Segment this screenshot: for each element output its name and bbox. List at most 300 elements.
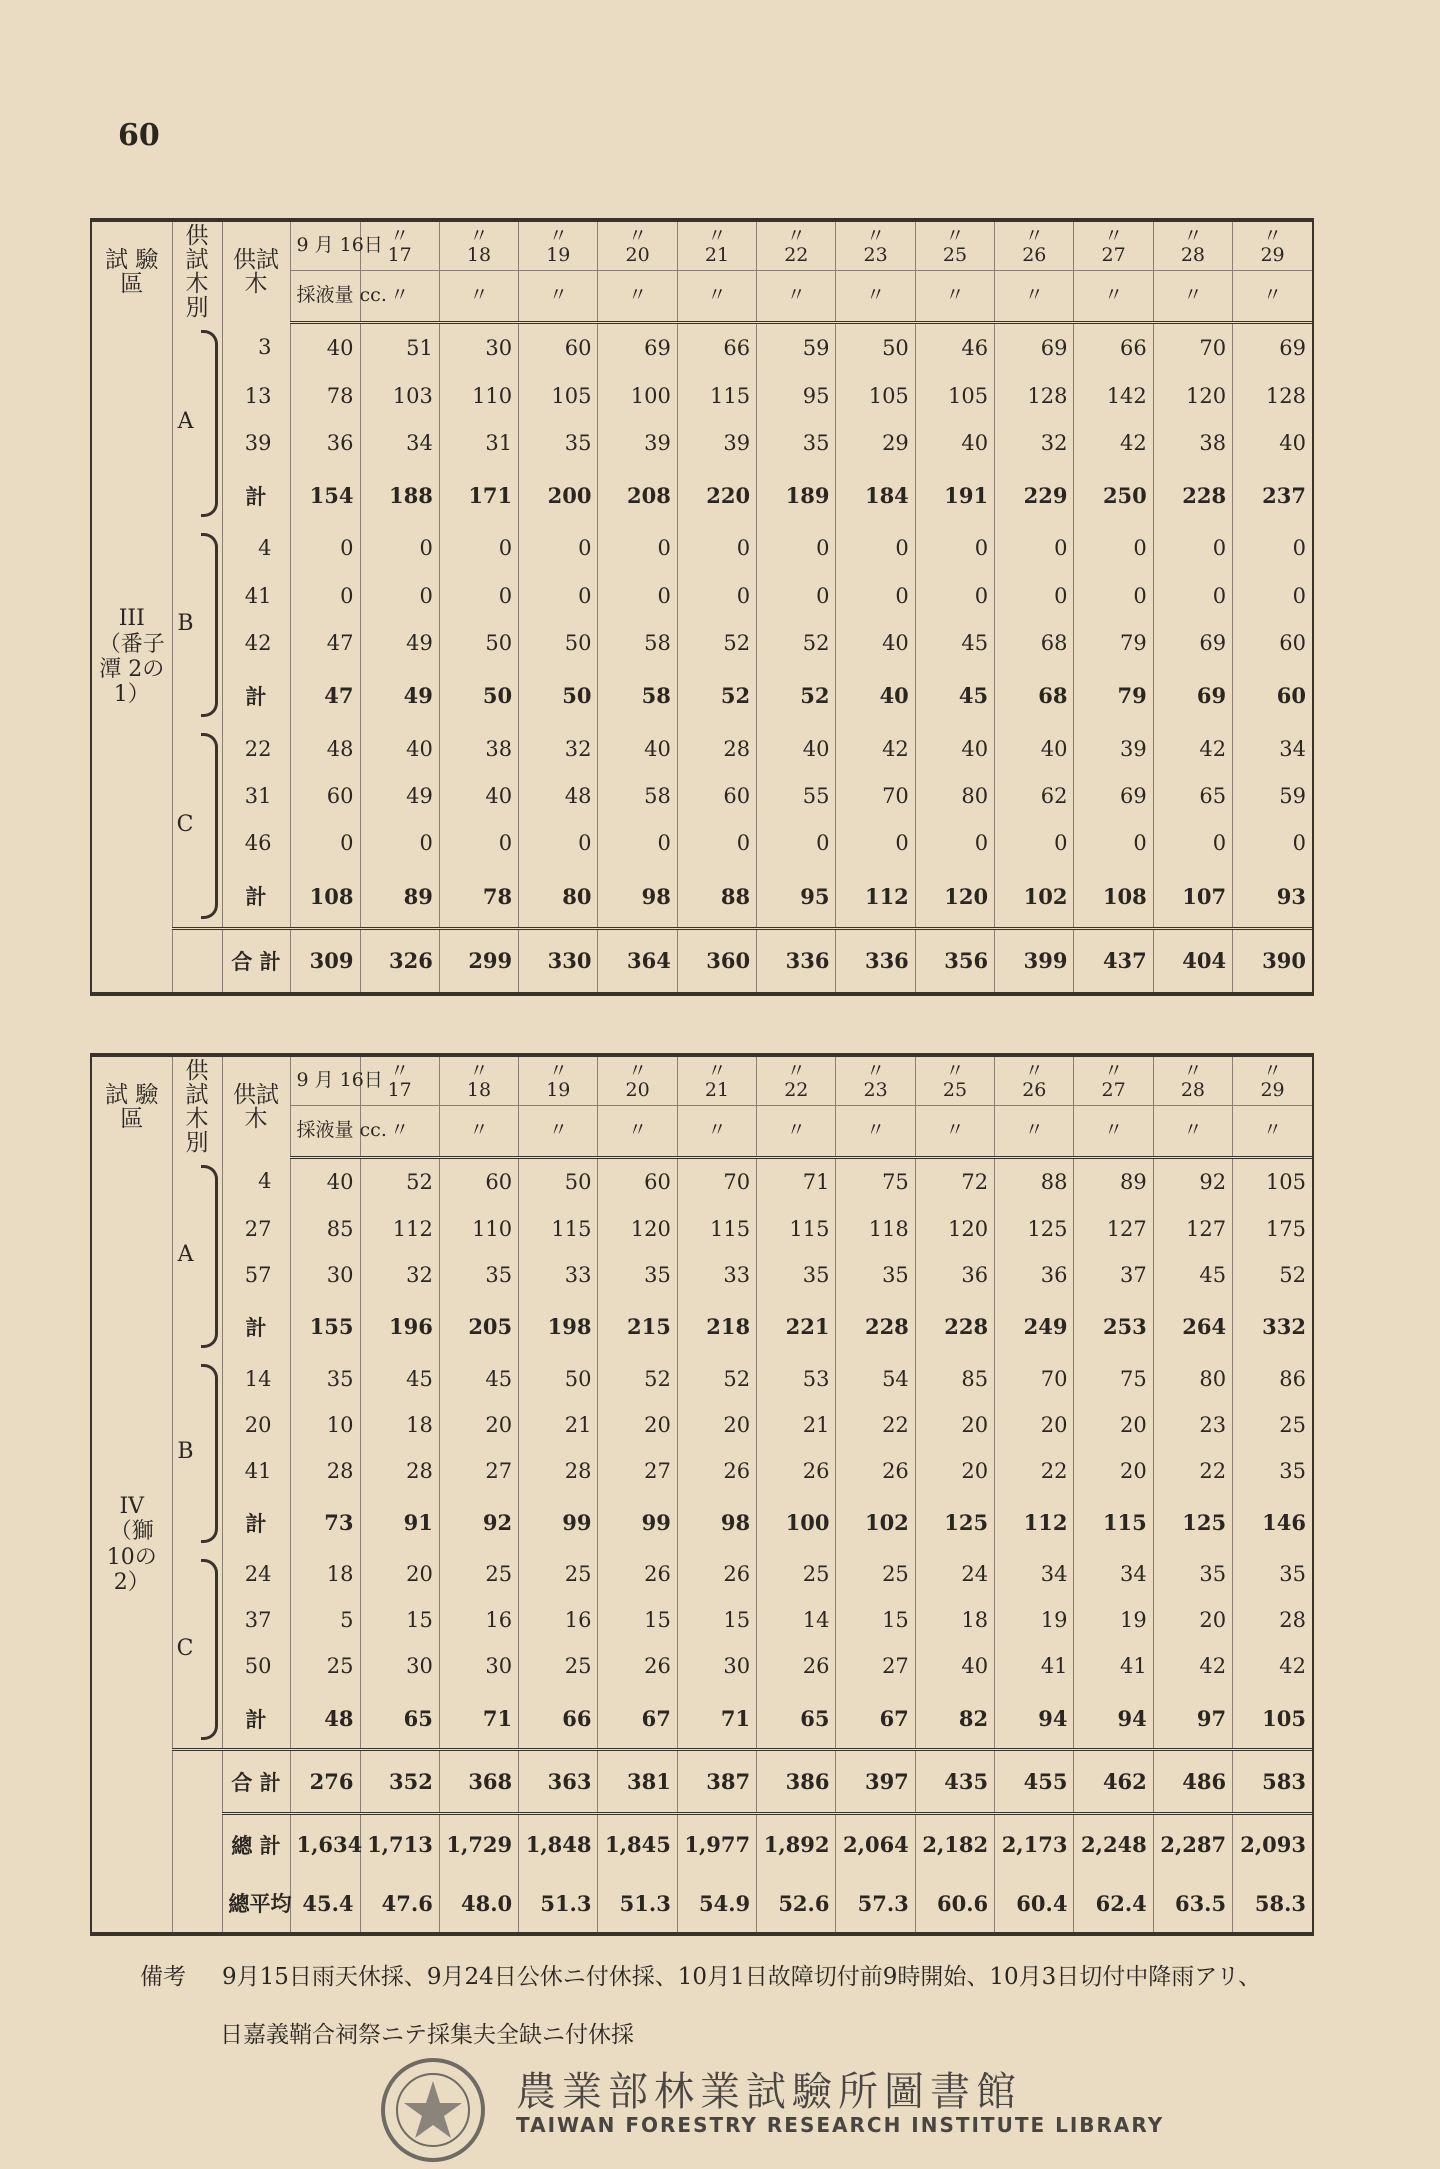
header-date [757,222,836,270]
value-cell: 0 [995,572,1074,619]
value-cell: 26 [757,1643,836,1689]
group-blank-cell [172,1750,222,1932]
header-date-number: 29 [1260,243,1285,266]
ditto-mark: 〃 [836,270,915,322]
grand-total-cell: 2,287 [1153,1814,1232,1874]
area-label: IV （獅 10の2） [92,1157,172,1932]
value-cell: 60 [519,322,598,372]
value-cell: 0 [1074,525,1153,572]
value-cell: 29 [836,419,915,466]
value-cell: 45 [360,1356,439,1402]
header-date-number: 19 [546,243,571,266]
value-cell: 0 [519,525,598,572]
grand-average-cell: 60.4 [995,1874,1074,1932]
subtotal-cell: 40 [836,666,915,725]
header-date-number: 25 [942,1078,968,1101]
value-cell: 15 [677,1597,756,1643]
header-date [519,1057,598,1105]
header-date-number: 19 [546,1078,571,1101]
header-date-number: 29 [1260,1078,1285,1101]
group-cell [172,1157,222,1356]
value-cell: 16 [439,1597,518,1643]
value-cell: 40 [915,1643,994,1689]
value-cell: 45 [439,1356,518,1402]
header-date-number: 21 [704,1078,730,1101]
value-cell: 0 [757,572,836,619]
header-date [757,1057,836,1105]
value-cell: 120 [598,1206,677,1252]
header-date-number: 23 [863,243,888,266]
subtotal-cell: 188 [360,466,439,525]
value-cell: 68 [995,619,1074,666]
header-unit-first: 採液量 cc. [290,1105,360,1157]
group-label: C [176,1635,194,1661]
ditto-mark: 〃 [519,270,598,322]
header-date [439,1057,518,1105]
value-cell: 65 [1153,772,1232,819]
value-cell: 125 [995,1206,1074,1252]
group-cell [172,525,222,725]
tree-number: 14 [222,1356,290,1402]
value-cell: 0 [290,525,360,572]
value-cell: 34 [360,419,439,466]
ditto-mark: 〃 [915,270,994,322]
header-date [598,222,677,270]
value-cell: 31 [439,419,518,466]
brace-icon [201,1364,218,1544]
group-cell [172,322,222,525]
value-cell: 35 [519,419,598,466]
header-date-first: 9 月 16日 [290,1057,360,1105]
value-cell: 42 [1153,725,1232,772]
value-cell: 40 [360,725,439,772]
value-cell: 40 [836,619,915,666]
subtotal-cell: 229 [995,466,1074,525]
value-cell: 28 [1279,1608,1306,1633]
value-cell: 0 [360,525,439,572]
value-cell: 75 [836,1157,915,1206]
value-cell: 58 [598,619,677,666]
total-cell: 363 [519,1750,598,1814]
value-cell: 16 [519,1597,598,1643]
ditto-mark: 〃 [628,1059,648,1082]
subtotal-cell: 120 [915,866,994,928]
value-cell: 69 [1074,772,1153,819]
tree-number: 20 [222,1402,290,1448]
tree-number: 4 [222,525,290,572]
subtotal-cell: 47 [290,666,360,725]
ditto-mark: 〃 [469,224,489,247]
grand-average-cell: 60.6 [915,1874,994,1932]
value-cell: 0 [598,525,677,572]
value-cell: 20 [360,1551,439,1597]
total-label: 合 計 [222,928,290,992]
value-cell: 26 [757,1448,836,1494]
table-row [92,1252,1312,1298]
subtotal-cell: 67 [836,1689,915,1749]
value-cell: 60 [290,772,360,819]
ditto-mark: 〃 [786,224,806,247]
value-cell: 0 [360,572,439,619]
subtotal-cell: 97 [1153,1689,1232,1749]
value-cell: 21 [519,1402,598,1448]
table-row [92,1551,1312,1597]
value-cell: 21 [757,1402,836,1448]
subtotal-cell: 198 [519,1298,598,1356]
value-cell: 15 [598,1597,677,1643]
ditto-mark: 〃 [598,1105,677,1157]
subtotal-cell: 71 [677,1689,756,1749]
subtotal-cell: 92 [439,1494,518,1552]
header-date [915,222,994,270]
subtotal-label: 計 [222,1298,290,1356]
group-label: B [177,610,194,636]
header-date-number: 28 [1180,243,1206,266]
grand-total-cell: 1,634 [290,1814,360,1874]
subtotal-cell: 88 [677,866,756,928]
value-cell: 50 [439,619,518,666]
table-row [92,619,1312,666]
subtotal-cell: 205 [439,1298,518,1356]
grand-average-cell: 48.0 [439,1874,518,1932]
value-cell: 69 [1153,619,1232,666]
header-group: 供試 木別 [172,222,222,322]
ditto-mark: 〃 [866,224,886,247]
subtotal-row [92,666,1312,725]
subtotal-cell: 220 [677,466,756,525]
group-cell [172,1356,222,1552]
value-cell: 40 [915,419,994,466]
total-cell: 455 [995,1750,1074,1814]
value-cell: 55 [757,772,836,819]
header-row-dates [92,222,1312,270]
tree-number: 41 [222,1448,290,1494]
tree-number: 57 [222,1252,290,1298]
value-cell: 59 [757,322,836,372]
value-cell: 36 [995,1252,1074,1298]
ditto-mark: 〃 [1153,1105,1232,1157]
table-row [92,819,1312,866]
header-date-number: 26 [1022,1078,1047,1101]
value-cell: 35 [598,1252,677,1298]
total-cell: 360 [677,928,756,992]
total-cell: 386 [757,1750,836,1814]
value-cell: 0 [360,819,439,866]
header-area: 試 驗 區 [92,1057,172,1157]
value-cell: 30 [360,1643,439,1689]
value-cell: 86 [1279,1366,1306,1391]
subtotal-cell: 107 [1153,866,1232,928]
grand-average-cell: 47.6 [360,1874,439,1932]
total-cell: 437 [1074,928,1153,992]
ditto-mark: 〃 [677,270,756,322]
brace-icon [201,330,218,517]
value-cell: 26 [677,1448,756,1494]
value-cell: 5 [290,1597,360,1643]
value-cell: 69 [995,322,1074,372]
value-cell: 0 [1153,819,1232,866]
value-cell: 0 [598,819,677,866]
value-cell: 70 [1153,322,1232,372]
value-cell: 66 [677,322,756,372]
value-cell: 54 [836,1356,915,1402]
grand-total-cell: 1,729 [439,1814,518,1874]
total-cell: 352 [360,1750,439,1814]
data-table-iv [92,1057,1312,1932]
value-cell: 19 [995,1597,1074,1643]
value-cell: 39 [598,419,677,466]
value-cell: 70 [836,772,915,819]
subtotal-label: 計 [222,866,290,928]
value-cell: 49 [360,772,439,819]
subtotal-cell: 332 [1262,1314,1306,1340]
ditto-mark: 〃 [1233,1105,1312,1157]
value-cell: 35 [1153,1551,1232,1597]
value-cell: 25 [1279,1412,1306,1437]
value-cell: 127 [1153,1206,1232,1252]
value-cell: 28 [519,1448,598,1494]
header-date [995,222,1074,270]
value-cell: 49 [360,619,439,666]
total-cell: 368 [439,1750,518,1814]
subtotal-cell: 189 [757,466,836,525]
subtotal-row [92,1494,1312,1552]
brace-icon [201,733,218,919]
subtotal-cell: 95 [757,866,836,928]
header-date [1074,1057,1153,1105]
value-cell: 20 [1074,1448,1153,1494]
ditto-mark: 〃 [360,270,439,322]
ditto-mark: 〃 [866,1059,886,1082]
value-cell: 115 [677,372,756,419]
table-row [92,322,1312,372]
header-date [439,222,518,270]
ditto-mark: 〃 [1263,1059,1283,1082]
value-cell: 33 [519,1252,598,1298]
value-cell: 52 [1279,1262,1306,1287]
table-row [92,525,1312,572]
ditto-mark: 〃 [548,1059,568,1082]
value-cell: 80 [915,772,994,819]
grand-total-row [92,1814,1312,1874]
value-cell: 52 [598,1356,677,1402]
value-cell: 60 [677,772,756,819]
subtotal-cell: 80 [519,866,598,928]
grand-average-cell: 51.3 [519,1874,598,1932]
value-cell: 52 [677,1356,756,1402]
subtotal-cell: 45 [915,666,994,725]
table-row [92,1448,1312,1494]
library-name-en: TAIWAN FORESTRY RESEARCH INSTITUTE LIBRARY [516,2113,1165,2137]
value-cell: 0 [677,819,756,866]
value-cell: 40 [290,322,360,372]
value-cell: 35 [757,419,836,466]
subtotal-cell: 154 [290,466,360,525]
header-row-dates [92,1057,1312,1105]
value-cell: 20 [915,1448,994,1494]
subtotal-cell: 98 [598,866,677,928]
subtotal-cell: 89 [360,866,439,928]
value-cell: 85 [915,1356,994,1402]
value-cell: 46 [915,322,994,372]
header-date-number: 22 [784,243,809,266]
value-cell: 34 [1279,736,1306,761]
value-cell: 42 [1279,1654,1306,1679]
value-cell: 41 [995,1643,1074,1689]
subtotal-label: 計 [222,1494,290,1552]
ditto-mark: 〃 [1024,224,1044,247]
subtotal-cell: 94 [995,1689,1074,1749]
value-cell: 92 [1153,1157,1232,1206]
value-cell: 120 [1153,372,1232,419]
header-tree: 供試木 [222,222,290,322]
grand-average-cell: 62.4 [1074,1874,1153,1932]
value-cell: 37 [1074,1252,1153,1298]
value-cell: 50 [519,619,598,666]
value-cell: 18 [290,1551,360,1597]
grand-average-cell: 54.9 [677,1874,756,1932]
value-cell: 27 [439,1448,518,1494]
ditto-mark: 〃 [1233,270,1312,322]
ditto-mark: 〃 [628,224,648,247]
subtotal-cell: 102 [836,1494,915,1552]
header-date-number: 28 [1180,1078,1206,1101]
value-cell: 66 [1074,322,1153,372]
subtotal-cell: 67 [598,1689,677,1749]
value-cell: 51 [360,322,439,372]
tree-number: 24 [222,1551,290,1597]
subtotal-cell: 66 [519,1689,598,1749]
ditto-mark: 〃 [1104,224,1124,247]
subtotal-cell: 249 [995,1298,1074,1356]
value-cell: 35 [290,1356,360,1402]
value-cell: 53 [757,1356,836,1402]
remarks-line-1 [140,1948,1320,2006]
tree-number: 37 [222,1597,290,1643]
table-row [92,572,1312,619]
ditto-mark: 〃 [1183,1059,1203,1082]
ditto-mark: 〃 [439,270,518,322]
total-cell: 399 [995,928,1074,992]
value-cell: 50 [519,1157,598,1206]
subtotal-cell: 52 [677,666,756,725]
value-cell: 35 [836,1252,915,1298]
value-cell: 62 [995,772,1074,819]
subtotal-cell: 100 [757,1494,836,1552]
value-cell: 40 [995,725,1074,772]
value-cell: 36 [915,1252,994,1298]
ditto-mark: 〃 [519,1105,598,1157]
subtotal-cell: 191 [915,466,994,525]
subtotal-cell: 171 [439,466,518,525]
value-cell: 105 [836,372,915,419]
grand-total-cell: 2,064 [836,1814,915,1874]
ditto-mark: 〃 [360,1105,439,1157]
subtotal-cell: 125 [1153,1494,1232,1552]
value-cell: 25 [836,1551,915,1597]
ditto-mark: 〃 [945,224,965,247]
value-cell: 69 [1279,335,1306,360]
value-cell: 70 [677,1157,756,1206]
value-cell: 89 [1074,1157,1153,1206]
value-cell: 105 [519,372,598,419]
total-cell: 299 [439,928,518,992]
value-cell: 78 [290,372,360,419]
tree-number: 41 [222,572,290,619]
subtotal-cell: 98 [677,1494,756,1552]
header-date-number: 20 [625,1078,650,1101]
ditto-mark: 〃 [390,1059,410,1082]
value-cell: 19 [1074,1597,1153,1643]
value-cell: 22 [1153,1448,1232,1494]
value-cell: 128 [1265,383,1306,408]
brace-icon [201,1165,218,1348]
value-cell: 45 [915,619,994,666]
ditto-mark: 〃 [1024,1059,1044,1082]
total-row [92,928,1312,992]
ditto-mark: 〃 [707,224,727,247]
value-cell: 35 [439,1252,518,1298]
value-cell: 80 [1153,1356,1232,1402]
value-cell: 20 [598,1402,677,1448]
value-cell: 20 [1153,1597,1232,1643]
subtotal-cell: 237 [1262,483,1306,509]
value-cell: 40 [915,725,994,772]
ditto-mark: 〃 [1074,1105,1153,1157]
value-cell: 40 [290,1157,360,1206]
table-row [92,1356,1312,1402]
header-date [915,1057,994,1105]
value-cell: 47 [290,619,360,666]
value-cell: 32 [995,419,1074,466]
grand-average-cell: 63.5 [1153,1874,1232,1932]
value-cell: 175 [1265,1216,1306,1241]
value-cell: 20 [995,1402,1074,1448]
tree-number: 3 [222,322,290,372]
total-cell: 486 [1153,1750,1232,1814]
value-cell: 0 [598,572,677,619]
grand-average-row [92,1874,1312,1932]
value-cell: 28 [360,1448,439,1494]
value-cell: 40 [439,772,518,819]
subtotal-cell: 155 [290,1298,360,1356]
value-cell: 48 [519,772,598,819]
subtotal-cell: 93 [1276,883,1306,909]
subtotal-cell: 82 [915,1689,994,1749]
total-cell: 462 [1074,1750,1153,1814]
value-cell: 18 [915,1597,994,1643]
value-cell: 27 [836,1643,915,1689]
value-cell: 0 [1292,536,1306,561]
value-cell: 26 [836,1448,915,1494]
subtotal-cell: 108 [1074,866,1153,928]
grand-average-cell: 57.3 [836,1874,915,1932]
header-date [1153,222,1232,270]
subtotal-cell: 228 [915,1298,994,1356]
ditto-mark: 〃 [390,224,410,247]
value-cell: 127 [1074,1206,1153,1252]
page-number: 60 [118,118,160,153]
header-date-number: 27 [1101,243,1126,266]
total-cell: 583 [1233,1750,1312,1814]
value-cell: 28 [290,1448,360,1494]
grand-total-cell: 2,093 [1233,1814,1312,1874]
header-group: 供試 木別 [172,1057,222,1157]
subtotal-cell: 52 [757,666,836,725]
value-cell: 0 [915,819,994,866]
tree-number: 46 [222,819,290,866]
value-cell: 0 [915,525,994,572]
